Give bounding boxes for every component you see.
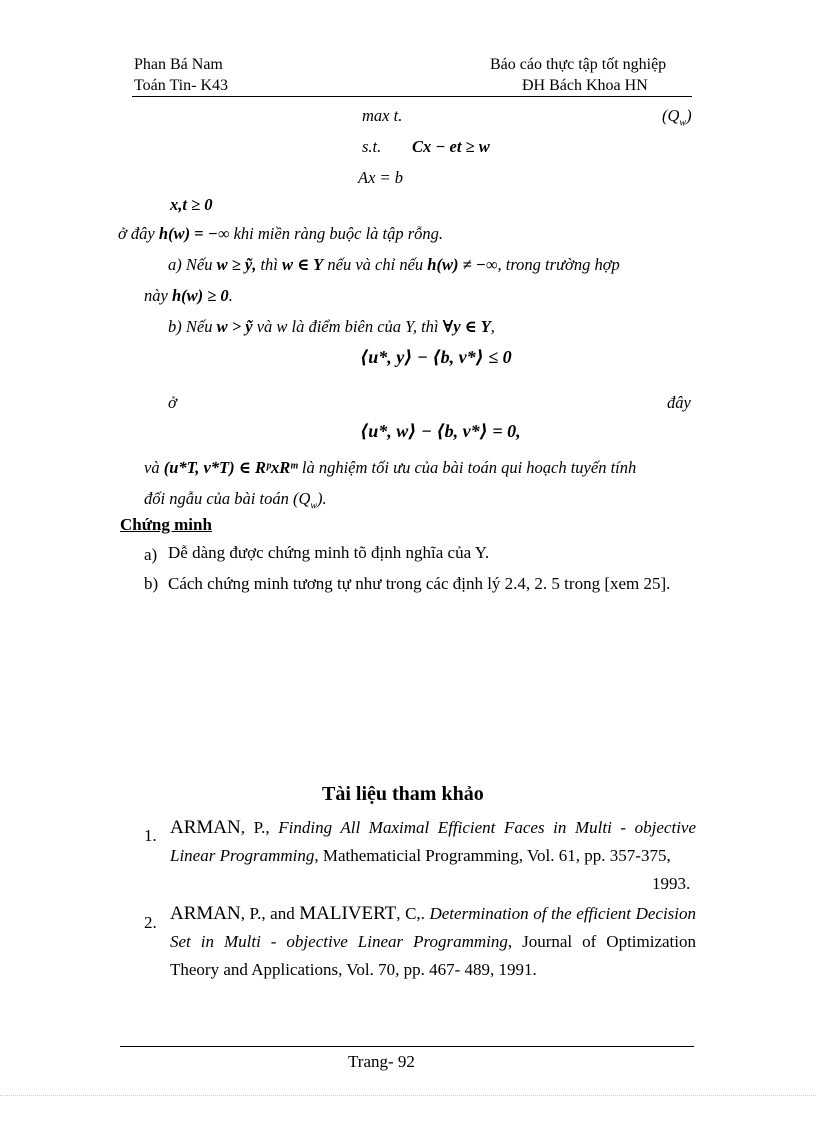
page-boundary (0, 1095, 816, 1096)
header-class: Toán Tin- K43 (134, 77, 229, 94)
header-report-title: Báo cáo thực tập tốt nghiệp (490, 56, 667, 73)
statement-b: b) Nếu w > ỹ và w là điểm biên của Y, thì ∀y ∈ Y, (168, 317, 495, 336)
text-o: ở (168, 393, 177, 412)
text-optimal-solution: và (u*T, v*T) ∈ RᵖxRᵐ là nghiệm tối ưu của bài toán qui hoạch tuyến tính (144, 458, 637, 477)
problem-objective: max t. (362, 106, 403, 125)
footer-rule (120, 1046, 694, 1047)
statement-a-continued: này h(w) ≥ 0. (144, 286, 233, 305)
problem-constraint-1: Cx − et ≥ w (412, 137, 490, 156)
statement-a: a) Nếu w ≥ ỹ, thì w ∈ Y nếu và chỉ nếu h(w) ≠ −∞, trong trường hợp (168, 255, 620, 274)
references-title: Tài liệu tham khảo (322, 783, 484, 805)
proof-item-a-text: Dễ dàng được chứng minh tõ định nghĩa của Y. (168, 543, 490, 562)
proof-item-b-marker: b) (144, 574, 159, 593)
reference-1: ARMAN, P., Finding All Maximal Efficient Faces in Multi - objective Linear Programming, Mathematicial Programming, Vol. 61, pp. 357-375, (170, 817, 697, 865)
text-line-h-def: ở đây h(w) = −∞ khi miền ràng buộc là tập rỗng. (118, 224, 444, 243)
equation-inequality: ⟨u*, y⟩ − ⟨b, v*⟩ ≤ 0 (360, 347, 512, 367)
problem-label: $(Q_w)$ (662, 106, 692, 129)
reference-1-year: 1993. (652, 874, 691, 893)
header-author: Phan Bá Nam (134, 56, 223, 73)
header-rule (132, 96, 692, 97)
proof-title: Chứng minh (120, 515, 212, 534)
problem-constraint-3: x,t ≥ 0 (170, 195, 213, 214)
problem-constraint-2: Ax = b (358, 168, 404, 187)
text-dual-problem: đối ngẫu của bài toán $(Q_w)$. (144, 489, 327, 512)
reference-1-number: 1. (144, 826, 157, 845)
header-school: ĐH Bách Khoa HN (522, 77, 648, 94)
reference-2-number: 2. (144, 913, 157, 932)
text-day: đây (667, 393, 691, 412)
footer-page-number: Trang- 92 (348, 1052, 415, 1071)
proof-item-a-marker: a) (144, 545, 158, 564)
problem-st: s.t. (362, 137, 382, 156)
proof-item-b-text: Cách chứng minh tương tự như trong các định lý 2.4, 2. 5 trong [xem 25]. (168, 574, 671, 593)
equation-equality: ⟨u*, w⟩ − ⟨b, v*⟩ = 0, (360, 421, 521, 441)
reference-2: ARMAN, P., and MALIVERT, C,. Determination of the efficient Decision Set in Multi - objective Linear Programming, Journal of Optimization Theory and Applications, Vol. 70, pp. 467- 489, 1991. (170, 903, 697, 979)
